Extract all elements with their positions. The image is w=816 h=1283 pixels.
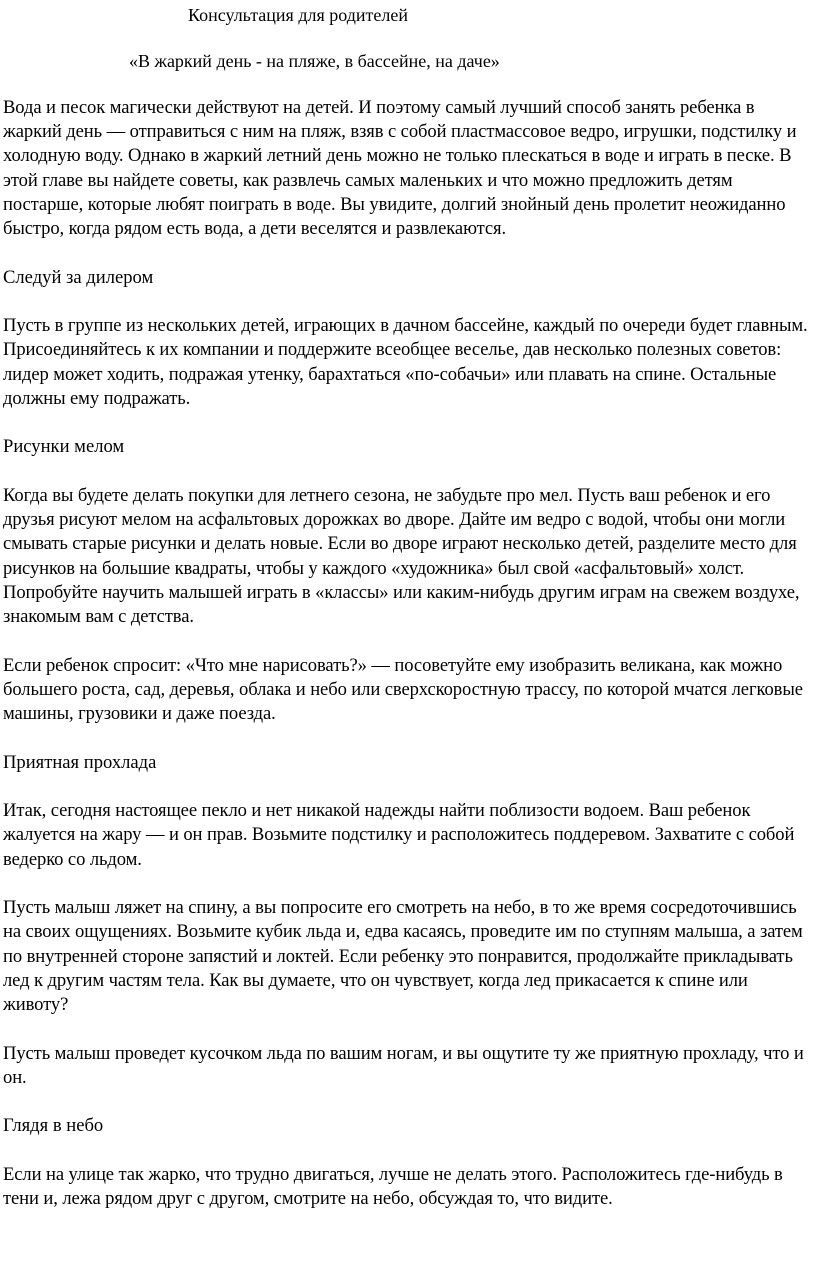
section-heading-chalk-drawings: Рисунки мелом — [3, 436, 125, 458]
intro-paragraph: Вода и песок магически действуют на детей. И поэтому самый лучший способ занять ребенка в жаркий день — отправиться с ним на пляж, взяв с собой пластмассовое ведро, игрушки, подстилку и холодную воду. Однако в жаркий летний день можно не только плескаться в воде и играть в песке. В этой главе вы найдете советы, как развлечь самых маленьких и что можно предложить детям постарше, которые любят поиграть в воде. Вы увидите, долгий знойный день пролетит неожиданно быстро, когда рядом есть вода, а дети веселятся и развлекаются. — [3, 97, 797, 240]
paragraph-pleasant-coolness-2: Пусть малыш ляжет на спину, а вы попросите его смотреть на небо, в то же время сосредоточившись на своих ощущениях. Возьмите кубик льда и, едва касаясь, проведите им по ступням малыша, а затем по внутренней стороне запястий и локтей. Если ребенку это понравится, продолжайте прикладывать лед к другим частям тела. Как вы думаете, что он чувствует, когда лед прикасается к спине или животу? — [3, 897, 803, 1016]
section-heading-looking-at-sky: Глядя в небо — [3, 1115, 104, 1137]
paragraph-chalk-drawings-2: Если ребенок спросит: «Что мне нарисовать?» — посоветуйте ему изобразить великана, как можно большего роста, сад, деревья, облака и небо или сверхскоростную трассу, по которой мчатся легковые машины, грузовики и даже поезда. — [3, 654, 803, 725]
paragraph-pleasant-coolness-3: Пусть малыш проведет кусочком льда по вашим ногам, и вы ощутите ту же приятную прохладу, что и он. — [3, 1042, 804, 1088]
paragraph-chalk-drawings-1: Когда вы будете делать покупки для летнего сезона, не забудьте про мел. Пусть ваш ребенок и его друзья рисуют мелом на асфальтовых дорожках во дворе. Дайте им ведро с водой, чтобы они могли смывать старые рисунки и делать новые. Если во дворе играют несколько детей, разделите место для рисунков на большие квадраты, чтобы у каждого «художника» был свой «асфальтовый» холст. Попробуйте научить малышей играть в «классы» или каким-нибудь другим играм на свежем воздухе, знакомым вам с детства. — [3, 485, 800, 628]
document-body — [3, 96, 815, 1236]
document-title: Консультация для родителей — [188, 5, 408, 25]
section-heading-follow-leader: Следуй за дилером — [3, 266, 154, 288]
paragraph-looking-at-sky: Если на улице так жарко, что трудно двигаться, лучше не делать этого. Расположитесь где-нибудь в тени и, лежа рядом друг с другом, смотрите на небо, обсуждая то, что видите. — [3, 1164, 783, 1210]
paragraph-follow-leader: Пусть в группе из нескольких детей, играющих в дачном бассейне, каждый по очереди будет главным. Присоединяйтесь к их компании и поддержите всеобщее веселье, дав несколько полезных советов: лидер может ходить, подражая утенку, барахтаться «по-собачьи» или плавать на спине. Остальные должны ему подражать. — [3, 315, 808, 409]
document-subtitle: «В жаркий день - на пляже, в бассейне, на даче» — [129, 51, 500, 71]
paragraph-pleasant-coolness-1: Итак, сегодня настоящее пекло и нет никакой надежды найти поблизости водоем. Ваш ребенок жалуется на жару — и он прав. Возьмите подстилку и расположитесь поддеревом. Захватите с собой ведерко со льдом. — [3, 800, 795, 870]
section-heading-pleasant-coolness: Приятная прохлада — [3, 751, 157, 773]
